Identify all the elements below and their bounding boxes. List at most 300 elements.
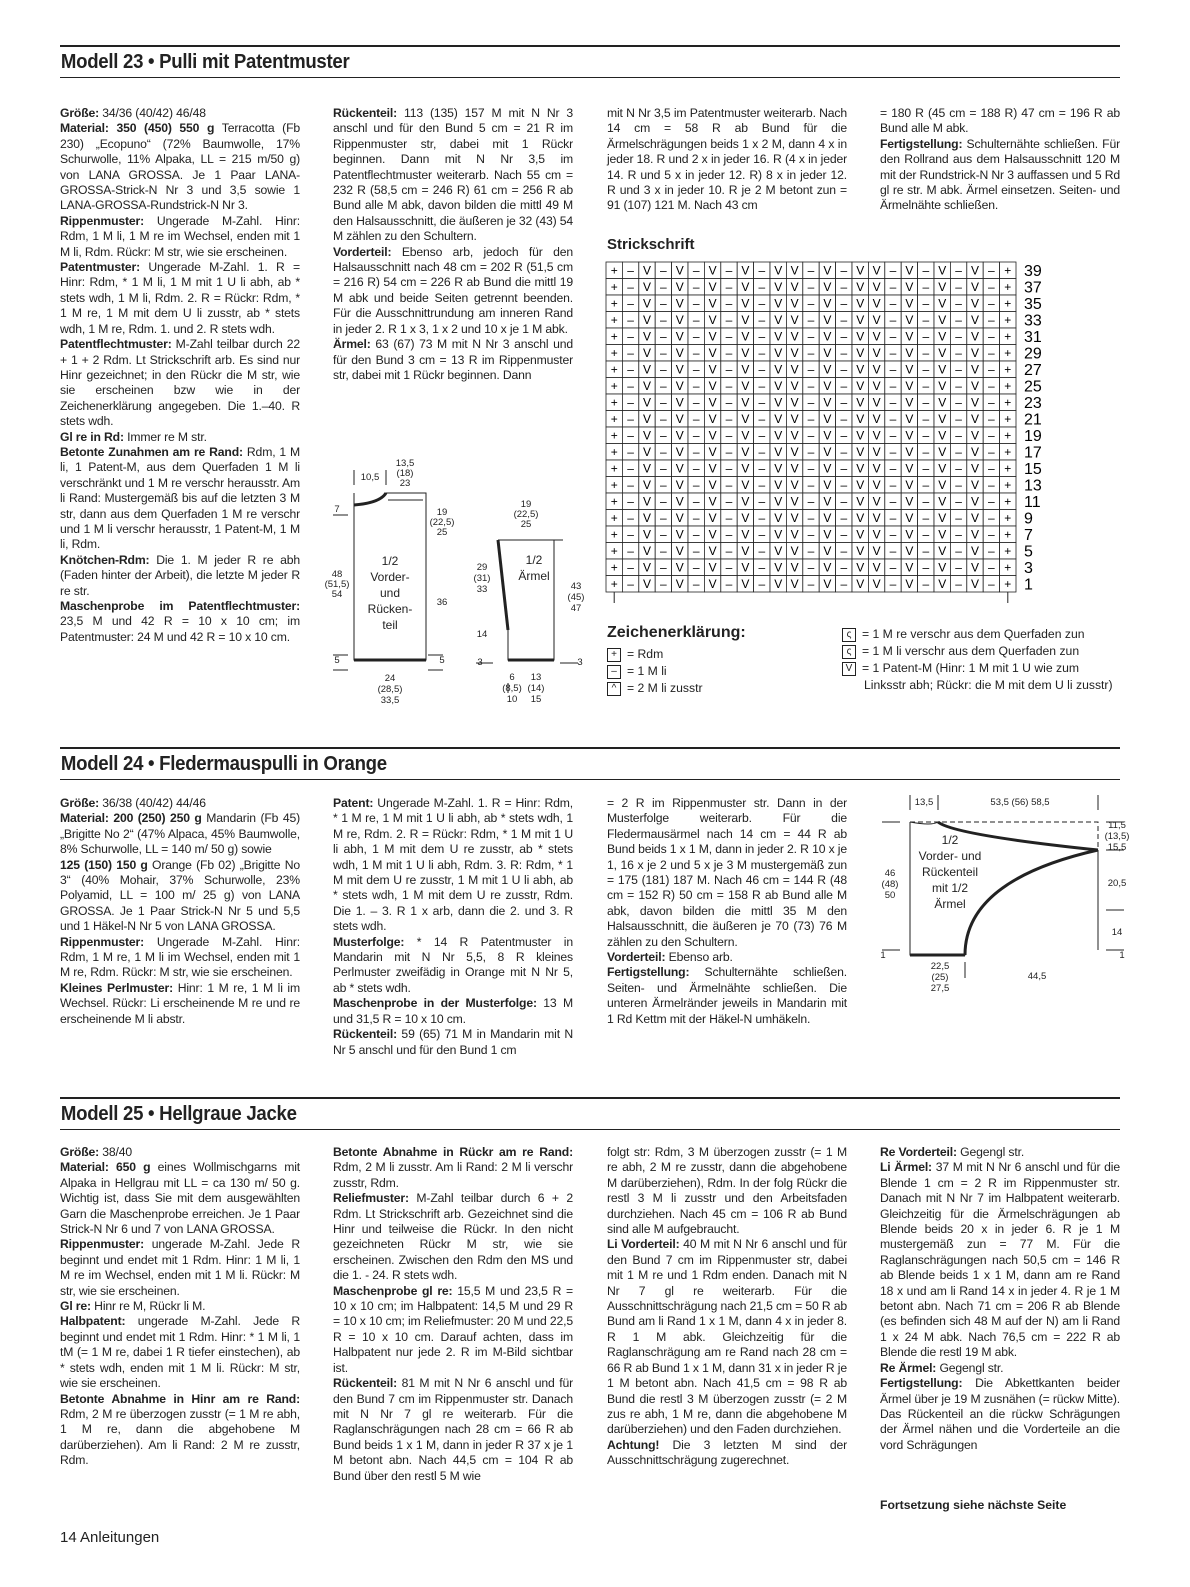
chart-symbol: + (1004, 379, 1012, 393)
chart-symbol: + (1004, 263, 1012, 278)
dim-7: 7 (334, 504, 340, 515)
chart-symbol: – (955, 461, 962, 476)
chart-symbol: + (1004, 313, 1012, 327)
section-title: Modell 24 • Fledermauspulli in Orange (60, 753, 387, 775)
chart-symbol: V (790, 313, 799, 327)
dim-right-1: 19 (436, 507, 448, 518)
chart-symbol: + (1004, 412, 1012, 426)
chart-symbol: V (823, 329, 832, 344)
legend-item: ^ = 2 M li zusstr (607, 680, 703, 697)
chart-symbol: V (823, 527, 832, 542)
chart-symbol: – (889, 577, 897, 591)
paragraph (333, 106, 573, 245)
paragraph (60, 553, 300, 599)
chart-symbol: – (725, 445, 733, 459)
chart-symbol: V (905, 412, 914, 426)
chart-symbol: V (856, 461, 865, 476)
batwing-dim: 50 (884, 890, 896, 901)
chart-symbol: V (790, 461, 799, 476)
paragraph-keyword: Betonte Zunahmen am re Rand: (60, 444, 243, 459)
edge-stitch-icon: + (607, 648, 621, 662)
chart-symbol: – (840, 362, 848, 377)
paragraph-text: Terracotta (Fb 230) „Ecopuno“ (72% Baumwolle, 17% Schurwolle, 11% Alpaka, LL = 215 m/50 g) von LANA GROSSA. Je 1 Paar LANA-GROSSA-Strick-N Nr 3 und 3,5 sowie 1 LANA-GROSSA-Rundstrick-N Nr 3. (60, 121, 300, 213)
chart-symbol: – (922, 461, 930, 476)
chart-symbol: V (642, 412, 652, 426)
chart-symbol: – (922, 577, 930, 591)
chart-symbol: V (938, 313, 947, 327)
legend-item: Linksstr abh; Rückr: die M mit dem U li zusstr) (864, 678, 1113, 692)
m23-column-4 (880, 106, 1120, 214)
chart-symbol: – (725, 263, 733, 278)
chart-symbol: – (922, 362, 930, 377)
chart-symbol: + (1004, 346, 1012, 360)
chart-symbol: V (856, 296, 865, 311)
chart-symbol: V (675, 296, 684, 311)
paragraph (60, 981, 300, 1027)
paragraph-text: Ebenso arb, jedoch für den Halsausschnitt nach 48 cm = 202 R (51,5 cm = 216 R) 54 cm = 226 R ab Bund die mittl 19 M abk und beide Seiten getrennt beenden. Für die Ausschnittrundung am inneren Rand in jeder 2. R 1 x 3, 1 x 2 und 10 x je 1 M abk. (333, 244, 573, 336)
chart-symbol: V (905, 313, 914, 327)
chart-symbol: – (692, 379, 700, 393)
paragraph-keyword: Gl re: (60, 1299, 91, 1314)
chart-symbol: – (725, 527, 733, 542)
paragraph-keyword: Rippenmuster: (60, 934, 145, 949)
chart-symbol: – (922, 445, 930, 459)
piece-label: Rücken- (367, 602, 413, 616)
chart-symbol: V (642, 280, 652, 294)
batwing-dim: 27,5 (930, 983, 950, 994)
paragraph (607, 965, 847, 1027)
chart-symbol: V (823, 412, 832, 426)
m25-column-1 (60, 1145, 300, 1469)
chart-symbol: – (988, 313, 995, 327)
chart-symbol: V (774, 494, 783, 509)
chart-symbol: V (774, 412, 783, 426)
m24-column-1 (60, 796, 300, 1027)
chart-symbol: – (627, 511, 634, 525)
chart-symbol: V (675, 263, 684, 278)
paragraph-text: M-Zahl teilbar durch 22 + 1 + 2 Rdm. Lt Strickschrift arb. Es sind nur Hinr gezeichnet; in den Rückr die M str, wie sie erscheinen bzw wie in der Zeichenerklärung angegeben. Die 1.–40. R stets wdh. (60, 337, 300, 429)
paragraph (607, 1438, 847, 1469)
chart-symbol: V (856, 280, 865, 294)
chart-symbol: – (692, 544, 700, 558)
chart-symbol: V (675, 511, 684, 525)
paragraph-text: Mandarin (Fb 45) „Brigitte No 2“ (47% Alpaca, 45% Baumwolle, 8% Schurwolle, LL = 140 m/ 50 g) sowie (60, 811, 300, 857)
chart-symbol: – (889, 379, 897, 393)
chart-symbol: V (708, 494, 717, 509)
paragraph-text: 81 M mit N Nr 6 anschl und für den Bund 7 cm im Rippenmuster str. Danach mit N Nr 7 gl re weiterarb. Für die Raglanschrägungen nach 28 cm = 66 R ab Bund beids 1 x 1 M, dann in jeder R 37 x je 1 M betont abn. Nach 44,5 cm = 104 R ab Bund über den restl 5 M wie (333, 1376, 573, 1483)
chart-row-number: 29 (1024, 345, 1042, 363)
chart-symbol: V (774, 577, 783, 591)
paragraph (333, 1191, 573, 1283)
chart-title: Strickschrift (607, 236, 695, 253)
chart-symbol: V (938, 461, 947, 476)
chart-symbol: V (790, 280, 799, 294)
chart-symbol: V (970, 379, 980, 393)
chart-symbol: V (774, 263, 783, 278)
chart-symbol: V (905, 461, 914, 476)
chart-symbol: V (774, 313, 783, 327)
piece-label: mit 1/2 (931, 881, 969, 895)
sleeve-dim-top: 19 (520, 499, 532, 510)
chart-symbol: – (725, 577, 733, 591)
chart-symbol: – (692, 560, 700, 575)
chart-symbol: V (774, 362, 783, 377)
chart-symbol: – (692, 527, 700, 542)
chart-symbol: V (970, 346, 980, 360)
chart-symbol: – (840, 329, 848, 344)
piece-label: Vorder- (370, 570, 410, 584)
batwing-dim: 20,5 (1107, 878, 1127, 889)
chart-symbol: – (922, 346, 930, 360)
chart-row-number: 9 (1024, 510, 1033, 528)
paragraph-keyword: Größe: (60, 796, 100, 810)
chart-symbol: – (758, 478, 766, 492)
chart-symbol: V (905, 395, 914, 410)
chart-symbol: V (938, 428, 947, 443)
chart-symbol: V (642, 560, 652, 575)
chart-symbol: – (660, 395, 667, 410)
chart-symbol: – (922, 329, 930, 344)
chart-symbol: V (905, 445, 914, 459)
chart-symbol: – (807, 577, 815, 591)
paragraph-keyword: Gl re in Rd: (60, 429, 124, 444)
chart-symbol: – (840, 478, 848, 492)
knit-increase-icon: ς (842, 628, 856, 642)
chart-symbol: – (889, 313, 897, 327)
paragraph-text: Ungerade M-Zahl. Hinr: Rdm, 1 M re, 1 M li im Wechsel, enden mit 1 M re, Rdm. Rückr: M str, wie sie erscheinen. (60, 934, 300, 980)
chart-symbol: V (708, 445, 717, 459)
paragraph-text: Schulternähte schließen. Seiten- und Ärmelnähte schließen. Die unteren Ärmelränder jeweils in Mandarin mit 1 Rd Kettm mit der Häkel-N umhäkeln. (607, 965, 847, 1026)
chart-symbol: V (642, 544, 652, 558)
paragraph-text: 113 (135) 157 M mit N Nr 3 anschl und für den Bund 5 cm = 21 R im Rippenmuster str, dabei mit 1 Rückr beginnen. Dann mit N Nr 3,5 im Patentflechtmuster weiterarb. Nach 55 cm = 232 R (58,5 cm = 246 R) 61 cm = 256 R ab Bund alle M abk, davon bilden die mittl 49 M den Halsausschnitt, die äußeren je 32 (43) 54 M zählen zu den Schultern. (333, 106, 573, 244)
chart-symbol: V (823, 511, 832, 525)
chart-symbol: V (708, 544, 717, 558)
chart-symbol: – (758, 560, 766, 575)
legend-item: – = 1 M li (607, 663, 703, 680)
paragraph-text: Die 3 letzten M sind der Ausschnittschrägung zugerechnet. (607, 1437, 847, 1468)
chart-symbol: – (660, 494, 667, 509)
chart-symbol: – (758, 263, 766, 278)
chart-symbol: – (660, 346, 667, 360)
chart-symbol: – (692, 395, 700, 410)
chart-symbol: – (955, 329, 962, 344)
sleeve-dim-3: 3 (477, 657, 483, 668)
chart-symbol: V (642, 445, 652, 459)
chart-symbol: + (1004, 329, 1012, 344)
chart-symbol: V (905, 379, 914, 393)
chart-symbol: V (642, 362, 652, 377)
chart-row-number: 39 (1024, 263, 1042, 280)
sleeve-dim-left: 33 (476, 584, 488, 595)
chart-symbol: – (955, 362, 962, 377)
piece-label: und (379, 586, 401, 600)
m24-column-3 (607, 796, 847, 1027)
chart-symbol: – (840, 577, 848, 591)
chart-symbol: V (872, 346, 881, 360)
chart-symbol: V (970, 263, 980, 278)
chart-symbol: V (675, 412, 684, 426)
chart-symbol: – (725, 494, 733, 509)
paragraph-keyword: Material: 350 (450) 550 g (60, 121, 215, 136)
legend-item: + = Rdm (607, 646, 703, 663)
chart-symbol: – (627, 544, 634, 558)
batwing-dim: 14 (1111, 927, 1123, 938)
chart-row-number: 11 (1024, 494, 1041, 511)
chart-symbol: V (708, 379, 717, 393)
batwing-dim: 46 (884, 868, 896, 879)
chart-symbol: V (905, 527, 914, 542)
chart-symbol: – (807, 544, 815, 558)
chart-symbol: + (1004, 395, 1012, 410)
chart-symbol: + (610, 428, 618, 443)
paragraph-keyword: Material: 200 (250) 250 g (60, 811, 202, 826)
chart-symbol: – (840, 445, 848, 459)
chart-symbol: – (660, 263, 667, 278)
chart-symbol: – (889, 263, 897, 278)
paragraph (60, 1237, 300, 1299)
chart-symbol: – (889, 412, 897, 426)
chart-symbol: – (627, 560, 634, 575)
chart-symbol: V (856, 428, 865, 443)
chart-symbol: – (955, 478, 962, 492)
chart-symbol: – (692, 346, 700, 360)
chart-symbol: V (774, 527, 783, 542)
paragraph (333, 1284, 573, 1376)
chart-symbol: – (988, 527, 995, 542)
chart-symbol: + (610, 577, 618, 591)
paragraph-text: ungerade M-Zahl. Jede R beginnt und endet mit 1 Rdm. Hinr: 1 M li, 1 M re im Wechsel, enden mit 1 M li. Rückr: M str, wie sie erscheinen. (60, 1237, 300, 1298)
chart-symbol: V (905, 478, 914, 492)
paragraph-text: Die Abkettkanten beider Ärmel über je 19 M zusnähen (= rückw Mitte). Das Rückenteil an die rückw Schrägungen der Ärmel nähen und die Vorderteile an die vord Schrägungen (880, 1376, 1120, 1452)
chart-symbol: – (725, 560, 733, 575)
chart-symbol: – (840, 560, 848, 575)
chart-symbol: V (675, 379, 684, 393)
paragraph-keyword: 125 (150) 150 g (60, 857, 148, 872)
chart-symbol: V (872, 379, 881, 393)
chart-symbol: V (708, 280, 717, 294)
chart-symbol: V (938, 280, 947, 294)
chart-symbol: – (840, 296, 848, 311)
paragraph-text: Ebenso arb. (665, 950, 733, 965)
section-title: Modell 25 • Hellgraue Jacke (60, 1103, 297, 1125)
paragraph-keyword: Patent: (333, 796, 374, 810)
chart-symbol: V (774, 280, 783, 294)
chart-symbol: V (905, 511, 914, 525)
chart-symbol: – (627, 428, 634, 443)
chart-symbol: + (610, 395, 618, 410)
chart-symbol: – (725, 362, 733, 377)
chart-symbol: V (856, 313, 865, 327)
chart-symbol: + (1004, 560, 1012, 575)
chart-symbol: – (988, 428, 995, 443)
chart-symbol: – (725, 329, 733, 344)
chart-symbol: V (856, 412, 865, 426)
batwing-dim: (13,5) (1104, 831, 1130, 842)
chart-symbol: V (970, 527, 980, 542)
chart-symbol: V (905, 494, 914, 509)
chart-symbol: – (889, 560, 897, 575)
chart-symbol: – (692, 313, 700, 327)
chart-symbol: V (675, 280, 684, 294)
chart-symbol: – (627, 313, 634, 327)
paragraph-keyword: Musterfolge: (333, 934, 405, 949)
chart-symbol: – (840, 527, 848, 542)
dim-bottom-1: 24 (384, 673, 396, 684)
piece-label: Ärmel (518, 569, 550, 583)
chart-symbol: V (675, 577, 684, 591)
paragraph-keyword: Maschenprobe in der Musterfolge: (333, 996, 537, 1011)
chart-symbol: V (970, 478, 980, 492)
paragraph-text: 63 (67) 73 M mit N Nr 3 anschl und für den Bund 3 cm = 13 R im Rippenmuster str, dabei mit 1 Rückr beginnen. Dann (333, 337, 573, 382)
chart-symbol: V (872, 527, 881, 542)
chart-symbol: V (675, 560, 684, 575)
chart-symbol: V (905, 329, 914, 344)
paragraph-keyword: Reliefmuster: (333, 1191, 409, 1206)
chart-symbol: V (708, 329, 717, 344)
chart-symbol: – (840, 280, 848, 294)
chart-symbol: V (708, 313, 717, 327)
chart-symbol: V (872, 263, 881, 278)
chart-symbol: – (807, 395, 815, 410)
purl-two-together-icon: ^ (607, 682, 621, 696)
chart-symbol: V (938, 362, 947, 377)
chart-symbol: V (708, 478, 717, 492)
chart-symbol: – (955, 395, 962, 410)
chart-symbol: V (938, 577, 947, 591)
page-footer: 14 Anleitungen (60, 1529, 160, 1546)
chart-symbol: – (758, 280, 766, 294)
paragraph (60, 337, 300, 429)
chart-symbol: V (642, 346, 652, 360)
chart-symbol: V (872, 395, 881, 410)
chart-symbol: – (725, 346, 733, 360)
chart-symbol: V (642, 263, 652, 278)
chart-symbol: – (922, 527, 930, 542)
chart-symbol: V (856, 577, 865, 591)
chart-symbol: V (970, 329, 980, 344)
chart-symbol: – (627, 494, 634, 509)
chart-row-number: 35 (1024, 296, 1042, 313)
paragraph (607, 1145, 847, 1237)
chart-row-number: 23 (1024, 395, 1042, 412)
chart-symbol: – (840, 313, 848, 327)
paragraph (60, 106, 300, 121)
paragraph (607, 950, 847, 965)
chart-row-number: 5 (1024, 543, 1033, 561)
chart-symbol: V (938, 395, 947, 410)
chart-symbol: – (692, 461, 700, 476)
paragraph-keyword: Fertigstellung: (607, 965, 690, 980)
batwing-dim: 13,5 (914, 797, 934, 808)
continue-note (880, 1498, 1120, 1513)
chart-symbol: V (790, 412, 799, 426)
continue-text: Fortsetzung siehe nächste Seite (880, 1498, 1067, 1512)
chart-symbol: – (627, 329, 634, 344)
chart-symbol: V (741, 263, 750, 278)
chart-symbol: V (823, 544, 832, 558)
chart-symbol: V (708, 362, 717, 377)
paragraph-text: folgt str: Rdm, 3 M überzogen zusstr (= 1 M re abh, 2 M re zusstr, dann die abgehobene M darüberziehen), Rdm. In der folg Rückr die restl 3 M li zusstr und den Arbeitsfaden durchziehen. Nach 45 cm = 106 R ab Bund sind alle M aufgebraucht. (607, 1145, 847, 1237)
chart-symbol: V (790, 577, 799, 591)
dim-top-3: 23 (399, 478, 411, 489)
chart-symbol: – (758, 544, 766, 558)
chart-symbol: – (758, 511, 766, 525)
chart-symbol: V (856, 362, 865, 377)
chart-symbol: V (741, 346, 750, 360)
chart-symbol: V (708, 296, 717, 311)
chart-symbol: – (955, 577, 962, 591)
chart-symbol: – (725, 379, 733, 393)
chart-symbol: V (708, 428, 717, 443)
sleeve-dim-top: 25 (520, 519, 532, 530)
chart-symbol: V (872, 544, 881, 558)
chart-symbol: – (692, 577, 700, 591)
chart-symbol: – (988, 280, 995, 294)
piece-label: Ärmel (934, 897, 966, 911)
chart-symbol: V (741, 461, 750, 476)
chart-symbol: V (790, 346, 799, 360)
schematic-body (318, 455, 468, 710)
paragraph (60, 599, 300, 645)
chart-symbol: V (642, 461, 652, 476)
chart-symbol: – (660, 527, 667, 542)
paragraph-text: M-Zahl teilbar durch 6 + 2 Rdm. Lt Strickschrift arb. Gezeichnet sind die Hinr und teilweise die Rückr. In den nicht gezeichneten Rückr M str, wie sie erscheinen. Zwischen den Rdm den MS und die 1. - 24. R stets wdh. (333, 1191, 573, 1283)
batwing-dim: 53,5 (56) 58,5 (990, 797, 1050, 808)
chart-symbol: V (970, 412, 980, 426)
chart-symbol: V (856, 560, 865, 575)
m23-column-2 (333, 106, 573, 383)
paragraph-keyword: Li Vorderteil: (607, 1237, 680, 1252)
paragraph-keyword: Betonte Abnahme in Hinr am re Rand: (60, 1391, 300, 1406)
chart-symbol: – (725, 511, 733, 525)
chart-symbol: V (872, 577, 881, 591)
batwing-dim: (25) (931, 972, 949, 983)
chart-symbol: – (988, 329, 995, 344)
paragraph (333, 337, 573, 383)
chart-symbol: V (905, 362, 914, 377)
chart-symbol: – (627, 280, 634, 294)
chart-symbol: V (872, 494, 881, 509)
chart-symbol: V (938, 544, 947, 558)
legend-item: ς = 1 M re verschr aus dem Querfaden zun (842, 626, 1113, 643)
paragraph-text: Die 1. M jeder R re abh (Faden hinter der Arbeit), die letzte M jeder R re str. (60, 552, 300, 598)
chart-symbol: – (758, 313, 766, 327)
paragraph-keyword: Rückenteil: (333, 1376, 398, 1391)
chart-symbol: – (889, 280, 897, 294)
chart-symbol: – (922, 263, 930, 278)
paragraph (60, 811, 300, 857)
chart-symbol: V (675, 428, 684, 443)
chart-symbol: – (988, 263, 995, 278)
chart-symbol: – (660, 280, 667, 294)
batwing-dim: 15,5 (1107, 842, 1127, 853)
chart-symbol: – (955, 527, 962, 542)
paragraph-text: Schulternähte schließen. Für den Rollrand aus dem Halsausschnitt 120 M mit der Rundstrick-N Nr 3 auffassen und 5 Rd gl re str. M abk. Ärmel einsetzen. Seiten- und Ärmelnähte schließen. (880, 136, 1120, 213)
sleeve-dim-right: (45) (567, 592, 585, 603)
chart-symbol: V (856, 544, 865, 558)
chart-symbol: V (823, 313, 832, 327)
chart-symbol: – (889, 428, 897, 443)
chart-symbol: V (970, 428, 980, 443)
chart-symbol: – (955, 379, 962, 393)
chart-symbol: V (642, 494, 652, 509)
chart-symbol: – (955, 445, 962, 459)
chart-symbol: – (840, 412, 848, 426)
chart-symbol: V (642, 577, 652, 591)
chart-symbol: V (970, 577, 980, 591)
m25-column-2 (333, 1145, 573, 1484)
chart-symbol: – (660, 577, 667, 591)
